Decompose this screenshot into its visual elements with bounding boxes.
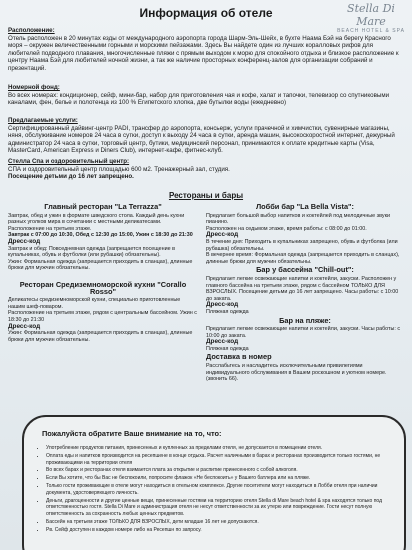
beach-bar-dress-heading: Дресс-код xyxy=(206,338,239,346)
rooms-text: Во всех номерах: кондиционер, сейф, мини-бар, набор для приготовления чая и кофе, халат и тапочки, телевизор со спутниковыми каналами, фен, белье и полотенца из 100 % Египетского хлопка, две бутылки воды (ежедневно) xyxy=(8,91,390,107)
beach-bar-text: Предлагает легкие освежающие напитки и коктейли, закуски. Часы работы: с 10:00 до заката. xyxy=(206,326,401,339)
services-section xyxy=(8,117,404,155)
spa-text: СПА и оздоровительный центр площадью 600 м2. Тренажерный зал, студия. xyxy=(8,165,230,173)
corallo-text: Деликатесы средиземноморской кухни, специально приготовленные нашим шеф-поваром. xyxy=(8,297,181,310)
rooms-heading: Номерной фонд: xyxy=(8,84,60,91)
terrazza-dress-2: Ужин: Формальная одежда (запрещается приходить в сланцах), длинные брюки для мужчин обязательны. xyxy=(8,258,193,272)
location-heading: Расположение: xyxy=(8,27,55,34)
vista-dress-2: В вечернее время: Формальная одежда (запрещается приходить в сланцах), длинные брюки для мужчин обязательны. xyxy=(206,252,400,265)
room-service-title: Доставка в номер xyxy=(206,352,272,362)
terrazza-hours: Завтрак с 07:00 до 10:30, Обед с 12:30 до 15:00, Ужин с 18:30 до 21:30 xyxy=(8,232,193,239)
restaurants-title: Рестораны и бары xyxy=(168,191,244,200)
terrazza-dress-heading: Дресс-код xyxy=(8,237,41,245)
services-text: Сертифицированный дайвинг-центр PADI, трансфер до аэропорта, консьерж, услуги прачечной и химчистки, сувенирные магазины, няня, обслуживание номеров 24 часа в сутки, доступ к выходу 24 часа в сутки, аренда машин, высокоскоростной интернет, дежурный администратор 24 часа в сутки, торговый центр, бутики, медицинский персонал, принимаются к оплате кредитные карты (Visa, MasterCard, American Express и Diners Club), интернет-кафе, фитнес-клуб. xyxy=(8,124,395,155)
right-column xyxy=(206,202,404,383)
notice-item: • Рв. Сейф доступен в каждом номере либо на Ресепшн по запросу. xyxy=(46,527,396,534)
terrazza-text: Завтрак, обед и ужин в формате шведского стола. Каждый день кухни разных уголков мира в сочетании с местными деликатесами. xyxy=(8,212,185,226)
corallo-title: Ресторан Средиземноморской кухни "Corallo Rosso" xyxy=(19,279,187,296)
services-heading: Предлагаемые услуги: xyxy=(8,117,78,124)
spa-note: Посещение детьми до 16 лет запрещено. xyxy=(8,173,134,181)
notice-item: • Употребление продуктов питания, принесенных и купленных за пределами отеля, не допускается в помещении отеля. xyxy=(46,445,396,452)
terrazza-location: Расположение на третьем этаже. xyxy=(8,225,92,232)
notice-list xyxy=(32,445,396,535)
corallo-dress-1: Ужин: Формальная одежда (запрещается приходить в сланцах), длинные брюки для мужчин обязательны. xyxy=(8,330,193,343)
notice-title: Пожалуйста обратите Ваше внимание на то, что: xyxy=(42,429,222,438)
beach-bar-title: Бар на пляже: xyxy=(279,315,331,325)
notice-box xyxy=(22,415,406,550)
chillout-dress-heading: Дресс-код xyxy=(206,301,239,309)
room-service-text: Расслабьтесь и насладитесь исключительными привилегиями индивидуального обслуживания в Вашем роскошном и уютном номере. (звонить 66). xyxy=(206,363,387,383)
logo-name: Stella Di Mare xyxy=(347,2,395,28)
notice-item: • Во всех барах и ресторанах отеля взимается плата за открытие и распитие принесенного с собой алкоголя. xyxy=(46,467,396,474)
vista-dress-1: В течение дня: Приходить в купальниках запрещено, обувь и футболка (или рубашка) обязательны. xyxy=(206,238,398,252)
vista-title: Лобби бар "La Bella Vista": xyxy=(255,202,355,211)
spa-section xyxy=(8,158,404,181)
left-column xyxy=(8,202,198,343)
beach-bar-dress-1: Пляжная одежда xyxy=(206,345,249,352)
spa-heading: Стелла Спа и оздоровительный центр: xyxy=(8,158,130,165)
corallo-location: Расположение на третьем этаже, рядом с центральным бассейном. Ужин с 18:30 до 21:30 xyxy=(8,310,197,323)
notice-item: • Деньги, драгоценности и другие ценные вещи, принесенные гостями на территорию отеля Stella di Mare beach hotel & spa находятся только под ответственностью гостя. Stella Di Mare и администрация отеля не несут ответственности за их утерю или повреждение. Гости несут полную ответственность за сохранность любых ценных предметов. xyxy=(46,498,396,518)
rooms-section xyxy=(8,84,404,107)
vista-text: Предлагает большой выбор напитков и коктейлей под мелодичные звуки пианино. xyxy=(206,212,390,226)
terrazza-dress-1: Завтрак и обед: Повседневная одежда (запрещается посещение в купальниках, обувь и футболки (или рубашки) обязательны). xyxy=(8,245,175,259)
chillout-text: Предлагает легкие освежающие напитки и коктейли, закуски. Расположен у главного бассейна на третьем этаже, рядом с бассейном ТОЛЬКО ДЛЯ ВЗРОСЛЫХ. Посещение детьми до 16 лет запрещено. Часы работы: с 10:00 до заката. xyxy=(206,275,399,302)
location-section xyxy=(8,27,404,73)
vista-location: Расположен на седьмом этаже, время работы: с 08:00 до 01:00. xyxy=(206,225,367,232)
vista-dress-heading: Дресс-код xyxy=(206,231,239,239)
chillout-dress-1: Пляжная одежда xyxy=(206,308,249,315)
notice-item: • Оплата еды и напитков производится на ресепшене в конце отдыха. Расчет наличными в барах и ресторанах производится только гостями, не проживающими на территории отеля xyxy=(46,453,396,467)
notice-item: • Если Вы хотите, что бы Вас не беспокоили, попросите флажок «Не беспокоить» у Вашего батлера или на пляже. xyxy=(46,475,396,482)
terrazza-title: Главный ресторан "La Terrazza" xyxy=(44,202,162,211)
logo-subtitle: BEACH HOTEL & SPA xyxy=(337,28,405,34)
chillout-title: Бар у бассейна "Chill-out": xyxy=(256,265,354,275)
notice-item: • Бассейн на третьем этаже ТОЛЬКО ДЛЯ ВЗРОСЛЫХ, дети младше 16 лет не допускаются. xyxy=(46,519,396,526)
corallo-dress-heading: Дресс-код xyxy=(8,322,41,330)
page-title: Информация об отеле xyxy=(139,6,273,20)
notice-item: • Только гости проживающие в отеле могут находиться в отельном комплексе. Другие посетители могут находиться в Лобби отеля при наличии документа, удостоверяющего личность. xyxy=(46,483,396,497)
location-text: Отель расположен в 20 минутах езды от международного аэропорта города Шарм-Эль-Шейх, в бухте Наама Бэй на берегу Красного моря – окружен величественными горными и морскими пейзажами. Здесь Вы найдете один из лучших коралловых рифов для любителей подводного плавания, многочисленные пляжи с прямым выходом к морю для спокойного отдыха и близкое расположение к центру Наама Бэй для любителей ночной жизни, а так же наличие просторных конференц-залов для организации собраний и презентаций. xyxy=(8,34,399,72)
